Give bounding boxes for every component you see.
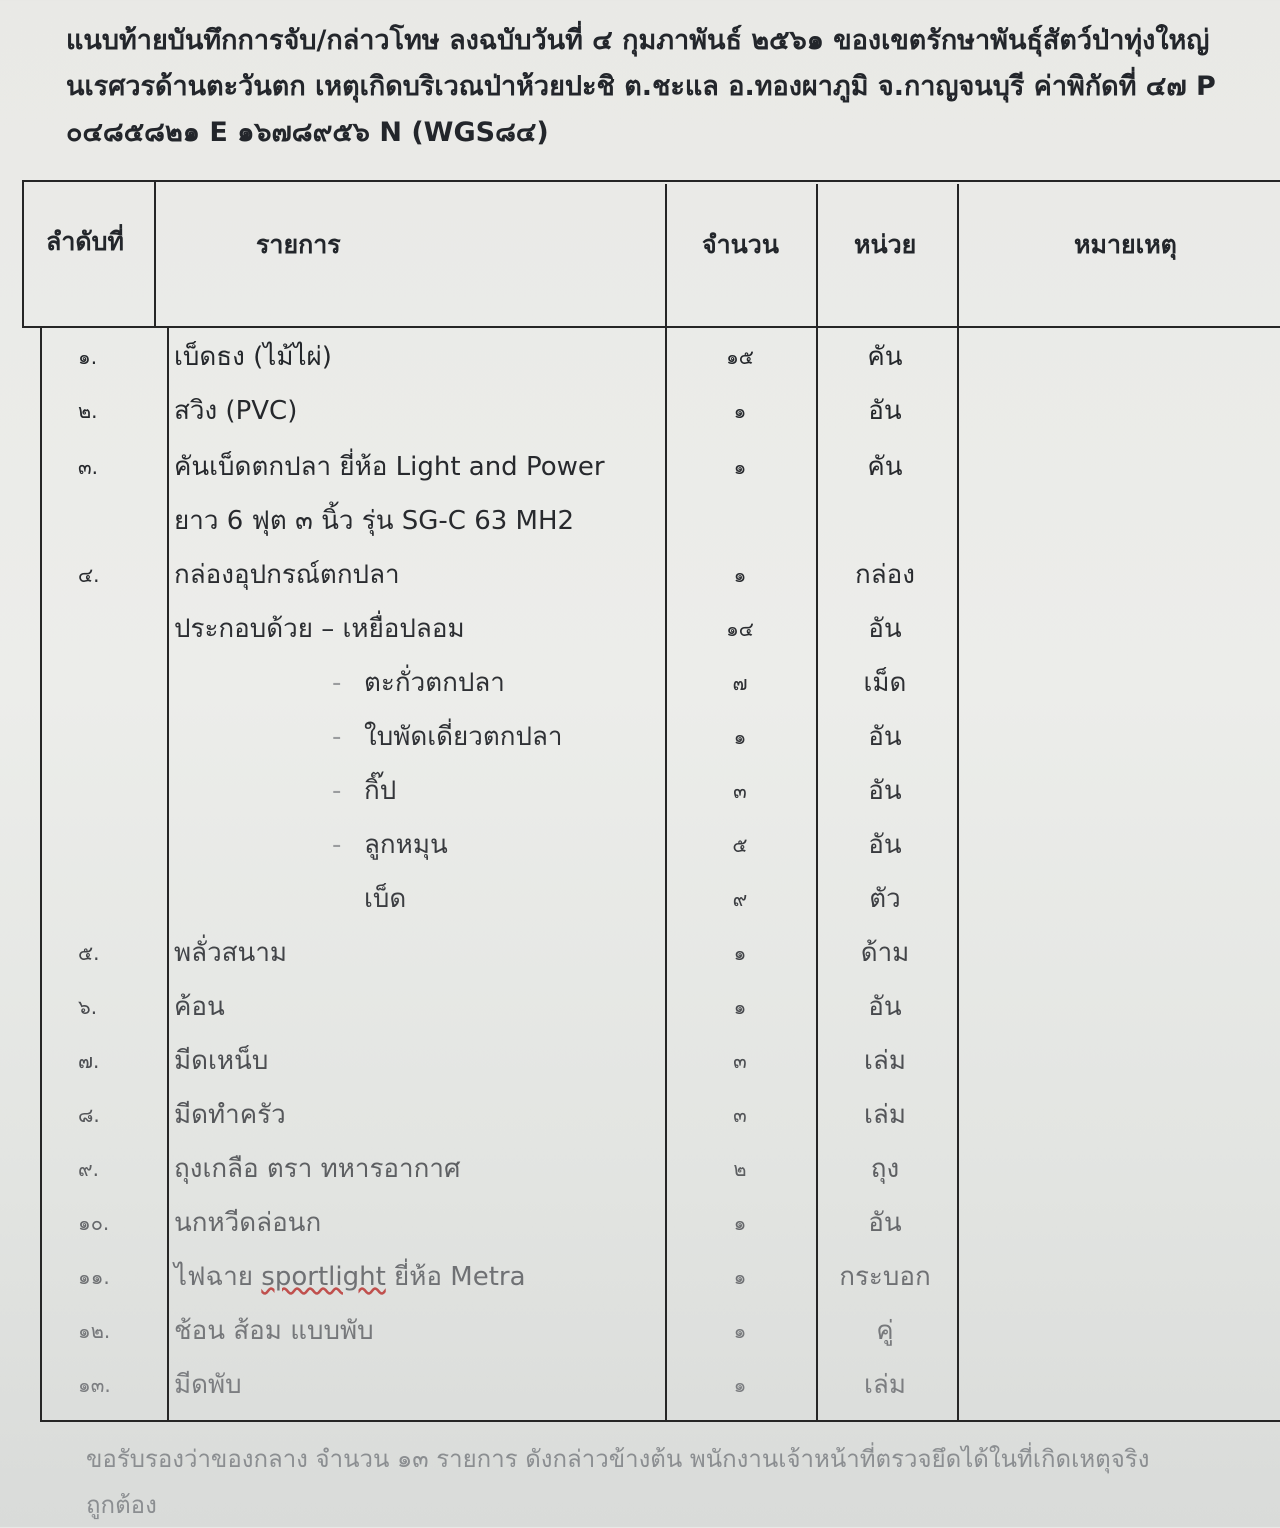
row-qty: ๑ [733, 1319, 747, 1343]
footer-line-1: ขอรับรองว่าของกลาง จำนวน ๑๓ รายการ ดังกล่าวข้างต้น พนักงานเจ้าหน้าที่ตรวจยึดได้ในที่เกิดเหตุจริง [86, 1445, 1150, 1473]
table-row [0, 764, 1280, 818]
table-row [0, 494, 1280, 548]
row-qty: ๑๔ [726, 617, 754, 641]
row-number: ๓. [78, 455, 99, 479]
row-unit: อัน [868, 776, 902, 806]
row-unit: คู่ [876, 1316, 894, 1346]
row-qty: ๑ [733, 1265, 747, 1289]
row-number: ๔. [78, 563, 100, 587]
row-number: ๑๓. [78, 1373, 111, 1397]
header-line-3: ๐๔๘๕๘๒๑ E ๑๖๗๘๙๕๖ N (WGS๘๔) [66, 117, 549, 148]
table-row [0, 1250, 1280, 1304]
row-unit: อัน [868, 614, 902, 644]
column-header-unit: หน่วย [854, 230, 917, 259]
row-subitem: ลูกหมุน [364, 830, 448, 860]
table-row [0, 1088, 1280, 1142]
table-row [0, 818, 1280, 872]
row-item-spellcheck-word: sportlight [261, 1262, 386, 1292]
row-item: คันเบ็ดตกปลา ยี่ห้อ Light and Power [174, 452, 605, 482]
row-subitem: ตะกั่วตกปลา [364, 668, 505, 698]
row-qty: ๑ [733, 455, 747, 479]
table-row [0, 926, 1280, 980]
table-row [0, 710, 1280, 764]
row-item: มีดเหน็บ [174, 1046, 269, 1076]
table-row [0, 1358, 1280, 1412]
row-number: ๑. [78, 345, 98, 369]
table-row [0, 1196, 1280, 1250]
row-item: ถุงเกลือ ตรา ทหารอากาศ [174, 1154, 461, 1184]
row-item: มีดพับ [174, 1370, 242, 1400]
row-qty: ๑ [733, 563, 747, 587]
row-unit: กล่อง [855, 560, 915, 590]
footer-line-2: ถูกต้อง [86, 1491, 157, 1519]
row-item: ประกอบด้วย – เหยื่อปลอม [174, 614, 465, 644]
row-unit: ตัว [869, 884, 901, 914]
row-qty: ๓ [733, 779, 747, 803]
table-row [0, 980, 1280, 1034]
header-line-2: นเรศวรด้านตะวันตก เหตุเกิดบริเวณป่าห้วยปะชิ ต.ชะแล อ.ทองผาภูมิ จ.กาญจนบุรี ค่าพิกัดที่ ๔๗ P [66, 71, 1216, 102]
row-unit: อัน [868, 396, 902, 426]
table-row [0, 330, 1280, 384]
table-row [0, 872, 1280, 926]
row-item: ยาว 6 ฟุต ๓ นิ้ว รุ่น SG-C 63 MH2 [174, 506, 575, 536]
row-item: เบ็ดธง (ไม้ไผ่) [174, 342, 332, 372]
row-unit: คัน [867, 452, 903, 482]
table-row [0, 1142, 1280, 1196]
table-bottom-border [40, 1420, 1280, 1422]
row-unit: อัน [868, 992, 902, 1022]
row-qty: ๑ [733, 941, 747, 965]
row-unit: อัน [868, 830, 902, 860]
row-subitem: เบ็ด [364, 884, 407, 914]
row-unit: อัน [868, 1208, 902, 1238]
table-row [0, 602, 1280, 656]
table-row [0, 440, 1280, 494]
column-header-no: ลำดับที่ [46, 227, 124, 256]
row-dash: - [332, 830, 342, 860]
row-qty: ๕ [732, 833, 748, 857]
row-item: กล่องอุปกรณ์ตกปลา [174, 560, 400, 590]
row-number: ๙. [78, 1157, 100, 1181]
row-number: ๗. [78, 1049, 100, 1073]
col-divider-no [154, 180, 156, 328]
row-number: ๑๑. [78, 1265, 110, 1289]
row-qty: ๙ [732, 887, 748, 911]
table-top-border [22, 180, 1280, 182]
row-subitem: กิ๊ป [364, 776, 397, 806]
column-header-remark: หมายเหตุ [1074, 230, 1177, 259]
row-dash: - [332, 668, 342, 698]
row-qty: ๓ [733, 1103, 747, 1127]
row-unit: เล่ม [864, 1370, 906, 1400]
row-item: นกหวีดล่อนก [174, 1208, 322, 1238]
table-row [0, 548, 1280, 602]
row-qty: ๓ [733, 1049, 747, 1073]
row-item: สวิง (PVC) [174, 396, 298, 426]
row-unit: อัน [868, 722, 902, 752]
row-qty: ๑ [733, 399, 747, 423]
row-qty: ๑ [733, 725, 747, 749]
row-unit: กระบอก [839, 1262, 931, 1292]
table-row [0, 384, 1280, 438]
table-row [0, 1304, 1280, 1358]
row-dash: - [332, 776, 342, 806]
row-number: ๖. [78, 995, 98, 1019]
row-subitem: ใบพัดเดี่ยวตกปลา [364, 722, 563, 752]
table-row [0, 1034, 1280, 1088]
row-qty: ๑ [733, 1373, 747, 1397]
row-dash: - [332, 722, 342, 752]
table-header-divider [24, 326, 1280, 328]
row-number: ๘. [78, 1103, 100, 1127]
row-item: ค้อน [174, 992, 225, 1022]
row-qty: ๑ [733, 995, 747, 1019]
row-item-part: ยี่ห้อ Metra [385, 1262, 526, 1292]
row-item [174, 1250, 526, 1304]
row-number: ๑๐. [78, 1211, 110, 1235]
row-item: พลั่วสนาม [174, 938, 288, 968]
row-number: ๒. [78, 399, 98, 423]
row-unit: ด้าม [860, 938, 910, 968]
column-header-qty: จำนวน [702, 230, 779, 259]
row-qty: ๒ [733, 1157, 747, 1181]
row-qty: ๑๕ [726, 345, 754, 369]
row-unit: ถุง [870, 1154, 900, 1184]
row-unit: คัน [867, 342, 903, 372]
certification-text [86, 1436, 1246, 1528]
column-header-item: รายการ [256, 230, 341, 259]
row-number: ๕. [78, 941, 100, 965]
row-qty: ๑ [733, 1211, 747, 1235]
header-line-1: แนบท้ายบันทึกการจับ/กล่าวโทษ ลงฉบับวันที่ ๔ กุมภาพันธ์ ๒๕๖๑ ของเขตรักษาพันธุ์สัตว์ป่าทุ่งใหญ่ [66, 25, 1210, 56]
row-item: มีดทำครัว [174, 1100, 286, 1130]
row-unit: เล่ม [864, 1046, 906, 1076]
row-item-part: ไฟฉาย [174, 1262, 262, 1292]
row-number: ๑๒. [78, 1319, 111, 1343]
table-row [0, 656, 1280, 710]
row-qty: ๗ [732, 671, 748, 695]
row-unit: เม็ด [863, 668, 907, 698]
row-item: ช้อน ส้อม แบบพับ [174, 1316, 374, 1346]
document-header [66, 18, 1246, 156]
table-left-border [22, 180, 24, 328]
row-unit: เล่ม [864, 1100, 906, 1130]
